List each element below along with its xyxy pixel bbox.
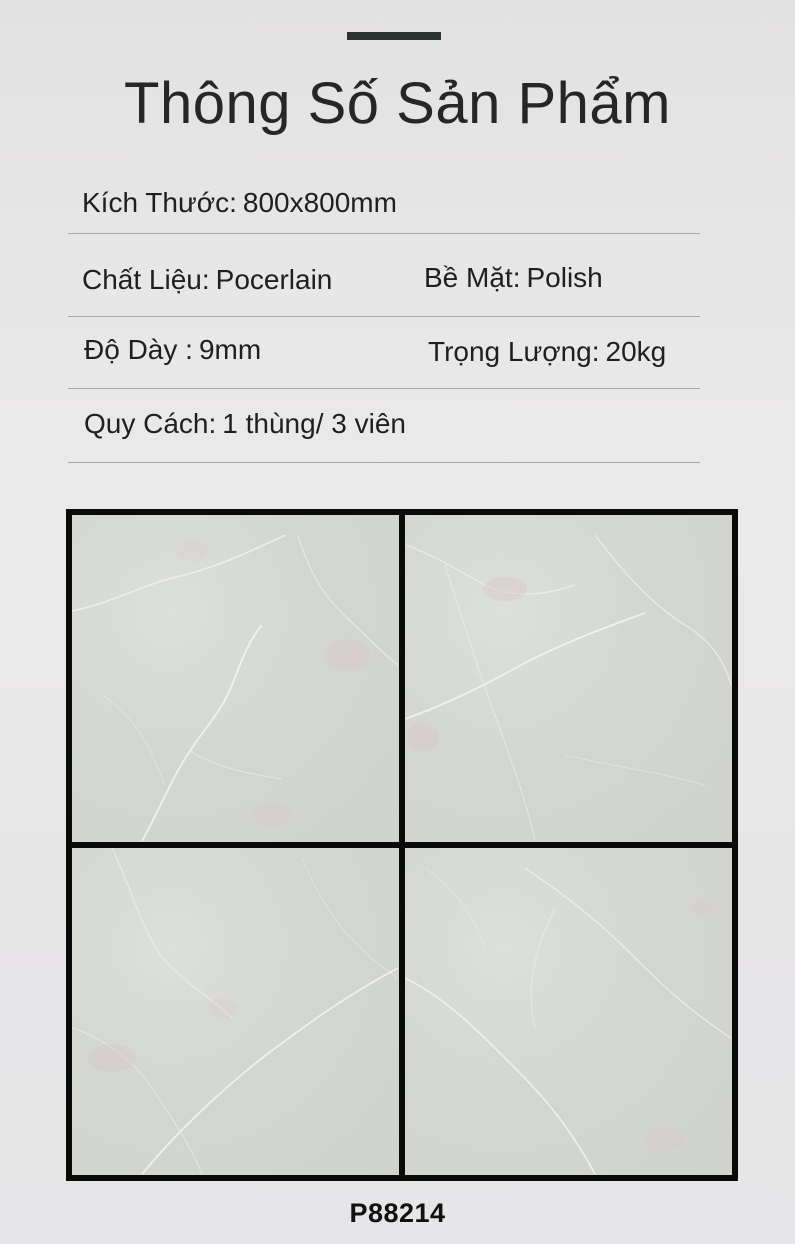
spec-surface-value: Polish (526, 262, 603, 293)
spec-material-label: Chất Liệu: (82, 264, 210, 295)
spec-packing-value: 1 thùng/ 3 viên (222, 408, 406, 439)
spec-size (82, 186, 397, 220)
divider (68, 316, 700, 317)
product-code: P88214 (349, 1198, 446, 1228)
spec-surface-label: Bề Mặt: (424, 262, 521, 293)
page-title: Thông Số Sản Phẩm (124, 71, 671, 136)
divider (68, 388, 700, 389)
spec-size-label: Kích Thước: (82, 187, 237, 218)
spec-material (82, 263, 332, 297)
tile-preview-grid (66, 509, 738, 1181)
marble-tile-bottom-right (405, 848, 732, 1175)
spec-material-value: Pocerlain (215, 264, 333, 295)
spec-surface (424, 261, 603, 295)
spec-thickness-value: 9mm (198, 334, 262, 365)
spec-packing (84, 407, 406, 441)
spec-weight-label: Trọng Lượng: (428, 336, 600, 367)
divider (68, 462, 700, 463)
spec-weight (428, 335, 666, 369)
divider (68, 233, 700, 234)
marble-tile-top-right (405, 515, 732, 842)
marble-tile-top-left (72, 515, 399, 842)
decorative-top-bar (347, 32, 441, 40)
spec-packing-label: Quy Cách: (84, 408, 217, 439)
spec-weight-value: 20kg (605, 336, 667, 367)
spec-thickness-label: Độ Dày : (84, 334, 193, 365)
spec-thickness (84, 333, 261, 367)
marble-tile-bottom-left (72, 848, 399, 1175)
spec-size-value: 800x800mm (242, 187, 397, 218)
